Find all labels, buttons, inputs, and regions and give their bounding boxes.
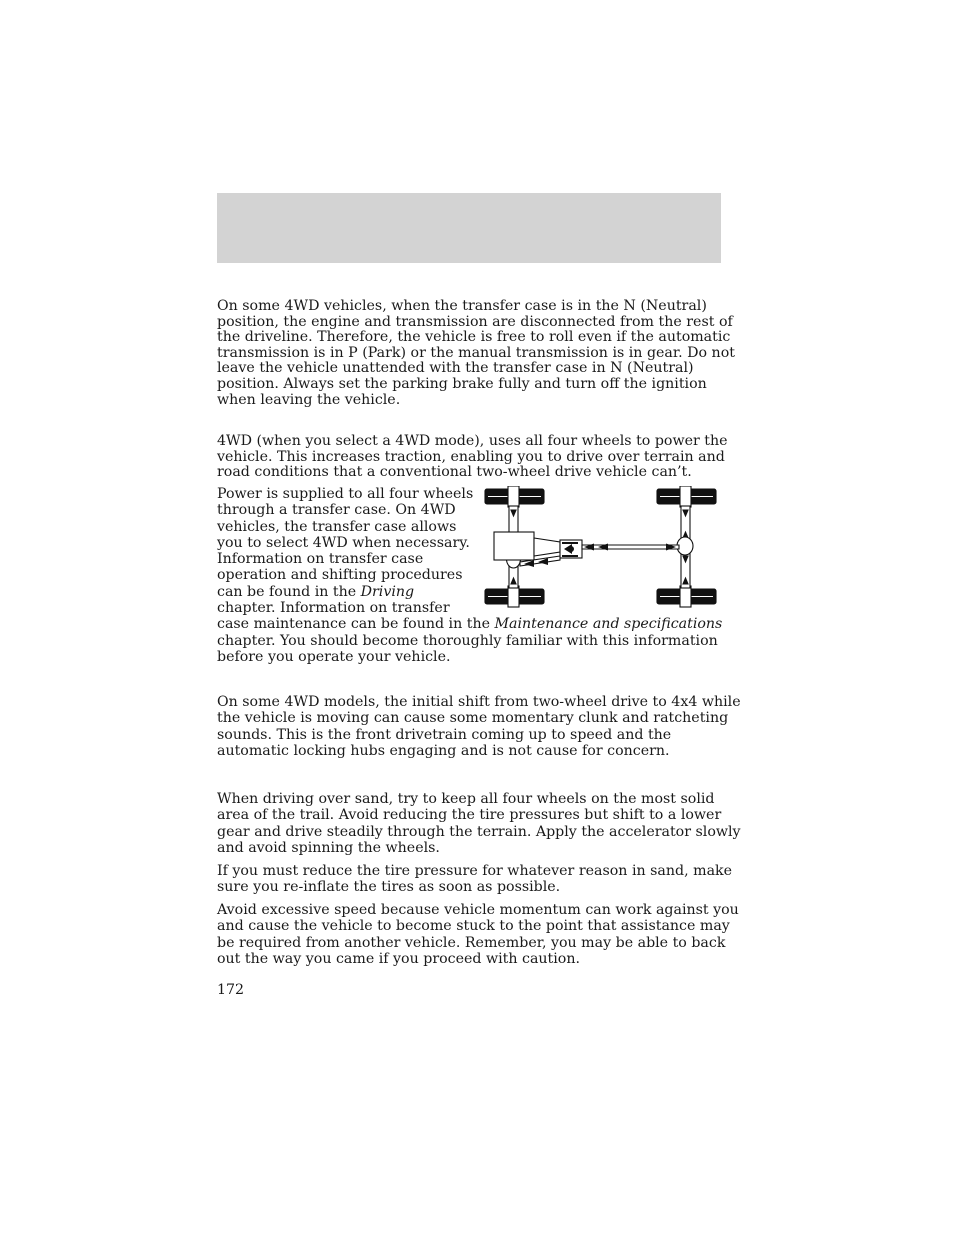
- text-line: On some 4WD models, the initial shift from two-wheel drive to 4x4 while: [217, 694, 741, 710]
- text-line: chapter. Information on transfer: [217, 600, 450, 617]
- maintenance-chapter-reference: Maintenance and specifications: [494, 616, 723, 633]
- text-line: operation and shifting procedures: [217, 567, 463, 584]
- text-line: vehicles, the transfer case allows: [217, 518, 457, 535]
- text-line: out the way you came if you proceed with caution.: [217, 950, 580, 967]
- text-line: and avoid spinning the wheels.: [217, 839, 440, 856]
- text-line: chapter. You should become thoroughly familiar with this information: [217, 632, 718, 649]
- text-line: automatic locking hubs engaging and is not cause for concern.: [217, 742, 670, 759]
- text-line: leave the vehicle unattended with the transfer case in N (Neutral): [217, 360, 694, 377]
- text-line: transmission is in P (Park) or the manual transmission is in gear. Do not: [217, 344, 735, 361]
- text-line: the vehicle is moving can cause some momentary clunk and ratcheting: [217, 710, 729, 727]
- text-line: Avoid excessive speed because vehicle momentum can work against you: [217, 902, 739, 918]
- text-line: through a transfer case. On 4WD: [217, 502, 456, 519]
- text-line: sounds. This is the front drivetrain coming up to speed and the: [217, 726, 672, 743]
- text-line: On some 4WD vehicles, when the transfer case is in the N (Neutral): [217, 298, 707, 314]
- text-line: vehicle. This increases traction, enabling you to drive over terrain and: [217, 448, 725, 465]
- text-line: position, the engine and transmission are disconnected from the rest of: [217, 313, 733, 330]
- page-number: 172: [217, 982, 245, 998]
- shift-noise-paragraph: [217, 694, 741, 759]
- text-line: If you must reduce the tire pressure for whatever reason in sand, make: [217, 863, 733, 879]
- text-line: position. Always set the parking brake fully and turn off the ignition: [217, 375, 707, 392]
- text-line: when leaving the vehicle.: [217, 391, 401, 408]
- text-line: Information on transfer case: [217, 551, 424, 568]
- sand-driving-paragraph: [217, 791, 741, 856]
- text-line: gear and drive steadily through the terrain. Apply the accelerator slowly: [217, 823, 741, 840]
- excessive-speed-paragraph: [217, 902, 739, 967]
- section-header-band: [217, 193, 721, 263]
- text-line: road conditions that a conventional two-wheel drive vehicle can’t.: [217, 464, 692, 481]
- tire-pressure-paragraph: [217, 863, 733, 896]
- driving-chapter-reference: Driving: [360, 583, 415, 600]
- text-line: case maintenance can be found in the: [217, 616, 490, 633]
- text-line: 4WD (when you select a 4WD mode), uses all four wheels to power the: [217, 433, 728, 449]
- text-line: you to select 4WD when necessary.: [217, 534, 470, 551]
- text-line: area of the trail. Avoid reducing the tire pressures but shift to a lower: [217, 807, 722, 824]
- text-line: be required from another vehicle. Remember, you may be able to back: [217, 934, 726, 951]
- text-line: [217, 616, 723, 633]
- text-line: and cause the vehicle to become stuck to the point that assistance may: [217, 918, 730, 935]
- text-line: the driveline. Therefore, the vehicle is free to roll even if the automatic: [217, 329, 731, 346]
- text-line: before you operate your vehicle.: [217, 648, 451, 665]
- four-wheel-drive-drivetrain-diagram-icon: [480, 486, 718, 608]
- text-line: When driving over sand, try to keep all four wheels on the most solid: [217, 791, 715, 807]
- 4wd-intro-paragraph: [217, 433, 728, 481]
- text-line: Power is supplied to all four wheels: [217, 486, 474, 502]
- text-line: sure you re-inflate the tires as soon as possible.: [217, 879, 561, 896]
- text-line: can be found in the: [217, 583, 357, 600]
- neutral-paragraph: [217, 298, 735, 408]
